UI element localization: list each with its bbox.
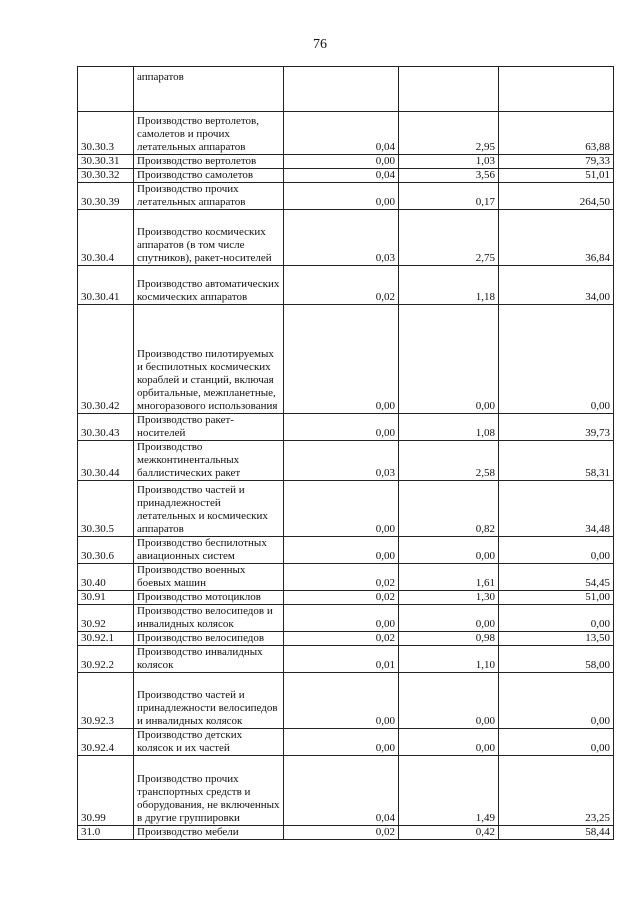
code-cell: 31.0 xyxy=(78,826,134,840)
table-row xyxy=(78,414,614,441)
code-cell: 30.92 xyxy=(78,605,134,632)
value-cell-1: 0,00 xyxy=(284,183,399,210)
name-cell: Производство детских колясок и их частей xyxy=(134,729,284,756)
name-cell: Производство прочих летательных аппаратов xyxy=(134,183,284,210)
name-cell: Производство самолетов xyxy=(134,169,284,183)
value-cell-2 xyxy=(399,67,499,112)
value-cell-2: 3,56 xyxy=(399,169,499,183)
value-cell-2: 0,00 xyxy=(399,537,499,564)
value-cell-1: 0,02 xyxy=(284,564,399,591)
table-row xyxy=(78,481,614,537)
code-cell: 30.30.41 xyxy=(78,266,134,305)
value-cell-3: 34,48 xyxy=(499,481,614,537)
code-cell: 30.30.31 xyxy=(78,155,134,169)
value-cell-2: 1,18 xyxy=(399,266,499,305)
value-cell-1: 0,02 xyxy=(284,632,399,646)
value-cell-3: 0,00 xyxy=(499,605,614,632)
name-cell: Производство мотоциклов xyxy=(134,591,284,605)
table-row xyxy=(78,183,614,210)
name-cell: Производство ракет-носителей xyxy=(134,414,284,441)
code-cell: 30.30.4 xyxy=(78,210,134,266)
value-cell-3: 51,01 xyxy=(499,169,614,183)
table-row xyxy=(78,112,614,155)
name-cell: Производство космических аппаратов (в том числе спутников), ракет-носителей xyxy=(134,210,284,266)
table-row-continuation xyxy=(78,67,614,112)
value-cell-1: 0,00 xyxy=(284,673,399,729)
value-cell-3: 23,25 xyxy=(499,756,614,826)
name-cell: Производство прочих транспортных средств и оборудования, не включенных в другие группировки xyxy=(134,756,284,826)
code-cell xyxy=(78,67,134,112)
value-cell-2: 0,42 xyxy=(399,826,499,840)
value-cell-3: 58,31 xyxy=(499,441,614,481)
value-cell-2: 1,03 xyxy=(399,155,499,169)
value-cell-1: 0,00 xyxy=(284,414,399,441)
value-cell-3: 51,00 xyxy=(499,591,614,605)
code-cell: 30.30.44 xyxy=(78,441,134,481)
code-cell: 30.30.3 xyxy=(78,112,134,155)
value-cell-1: 0,04 xyxy=(284,112,399,155)
code-cell: 30.99 xyxy=(78,756,134,826)
value-cell-2: 1,49 xyxy=(399,756,499,826)
value-cell-1: 0,04 xyxy=(284,756,399,826)
value-cell-3: 0,00 xyxy=(499,305,614,414)
table-row xyxy=(78,591,614,605)
code-cell: 30.30.5 xyxy=(78,481,134,537)
table-row xyxy=(78,169,614,183)
value-cell-2: 0,00 xyxy=(399,305,499,414)
value-cell-2: 0,00 xyxy=(399,673,499,729)
code-cell: 30.30.32 xyxy=(78,169,134,183)
value-cell-3: 34,00 xyxy=(499,266,614,305)
table-row xyxy=(78,673,614,729)
value-cell-2: 0,17 xyxy=(399,183,499,210)
name-cell: Производство военных боевых машин xyxy=(134,564,284,591)
name-cell: Производство межконтинентальных баллистических ракет xyxy=(134,441,284,481)
table-row xyxy=(78,266,614,305)
value-cell-3: 58,44 xyxy=(499,826,614,840)
value-cell-3: 39,73 xyxy=(499,414,614,441)
value-cell-1 xyxy=(284,67,399,112)
table-row xyxy=(78,646,614,673)
value-cell-3: 54,45 xyxy=(499,564,614,591)
code-cell: 30.91 xyxy=(78,591,134,605)
value-cell-1: 0,01 xyxy=(284,646,399,673)
code-cell: 30.92.1 xyxy=(78,632,134,646)
table-body xyxy=(78,67,614,840)
value-cell-1: 0,02 xyxy=(284,826,399,840)
value-cell-1: 0,03 xyxy=(284,210,399,266)
name-cell: Производство частей и принадлежности велосипедов и инвалидных колясок xyxy=(134,673,284,729)
name-cell: Производство автоматических космических аппаратов xyxy=(134,266,284,305)
code-cell: 30.30.39 xyxy=(78,183,134,210)
code-cell: 30.30.43 xyxy=(78,414,134,441)
value-cell-3: 0,00 xyxy=(499,673,614,729)
value-cell-3: 0,00 xyxy=(499,729,614,756)
table-row xyxy=(78,537,614,564)
value-cell-3: 63,88 xyxy=(499,112,614,155)
code-cell: 30.30.6 xyxy=(78,537,134,564)
name-cell: Производство беспилотных авиационных систем xyxy=(134,537,284,564)
code-cell: 30.92.4 xyxy=(78,729,134,756)
name-cell: Производство инвалидных колясок xyxy=(134,646,284,673)
name-cell: Производство пилотируемых и беспилотных космических кораблей и станций, включая орбитальные, межпланетные, многоразового использования xyxy=(134,305,284,414)
value-cell-1: 0,02 xyxy=(284,591,399,605)
value-cell-3: 79,33 xyxy=(499,155,614,169)
value-cell-2: 2,58 xyxy=(399,441,499,481)
table-row xyxy=(78,605,614,632)
page-number: 76 xyxy=(313,37,327,52)
name-cell: аппаратов xyxy=(134,67,284,112)
value-cell-1: 0,00 xyxy=(284,305,399,414)
table-row xyxy=(78,155,614,169)
code-cell: 30.40 xyxy=(78,564,134,591)
table-row xyxy=(78,632,614,646)
name-cell: Производство велосипедов и инвалидных колясок xyxy=(134,605,284,632)
value-cell-3: 58,00 xyxy=(499,646,614,673)
value-cell-2: 0,00 xyxy=(399,729,499,756)
value-cell-2: 1,61 xyxy=(399,564,499,591)
name-cell: Производство частей и принадлежностей летательных и космических аппаратов xyxy=(134,481,284,537)
table-row xyxy=(78,826,614,840)
value-cell-1: 0,00 xyxy=(284,729,399,756)
value-cell-2: 2,95 xyxy=(399,112,499,155)
value-cell-3: 264,50 xyxy=(499,183,614,210)
value-cell-1: 0,04 xyxy=(284,169,399,183)
code-cell: 30.30.42 xyxy=(78,305,134,414)
value-cell-1: 0,00 xyxy=(284,605,399,632)
value-cell-1: 0,00 xyxy=(284,537,399,564)
data-table xyxy=(77,66,614,840)
value-cell-3 xyxy=(499,67,614,112)
table-row xyxy=(78,441,614,481)
value-cell-1: 0,00 xyxy=(284,155,399,169)
value-cell-1: 0,00 xyxy=(284,481,399,537)
value-cell-2: 1,10 xyxy=(399,646,499,673)
value-cell-2: 0,98 xyxy=(399,632,499,646)
table-row xyxy=(78,210,614,266)
name-cell: Производство мебели xyxy=(134,826,284,840)
value-cell-2: 1,30 xyxy=(399,591,499,605)
name-cell: Производство вертолетов, самолетов и прочих летательных аппаратов xyxy=(134,112,284,155)
table-row xyxy=(78,729,614,756)
value-cell-1: 0,03 xyxy=(284,441,399,481)
name-cell: Производство велосипедов xyxy=(134,632,284,646)
value-cell-2: 0,00 xyxy=(399,605,499,632)
table-row xyxy=(78,564,614,591)
value-cell-1: 0,02 xyxy=(284,266,399,305)
value-cell-2: 2,75 xyxy=(399,210,499,266)
value-cell-2: 1,08 xyxy=(399,414,499,441)
table-row xyxy=(78,305,614,414)
name-cell: Производство вертолетов xyxy=(134,155,284,169)
code-cell: 30.92.3 xyxy=(78,673,134,729)
value-cell-3: 36,84 xyxy=(499,210,614,266)
value-cell-3: 0,00 xyxy=(499,537,614,564)
code-cell: 30.92.2 xyxy=(78,646,134,673)
table-row xyxy=(78,756,614,826)
value-cell-3: 13,50 xyxy=(499,632,614,646)
value-cell-2: 0,82 xyxy=(399,481,499,537)
